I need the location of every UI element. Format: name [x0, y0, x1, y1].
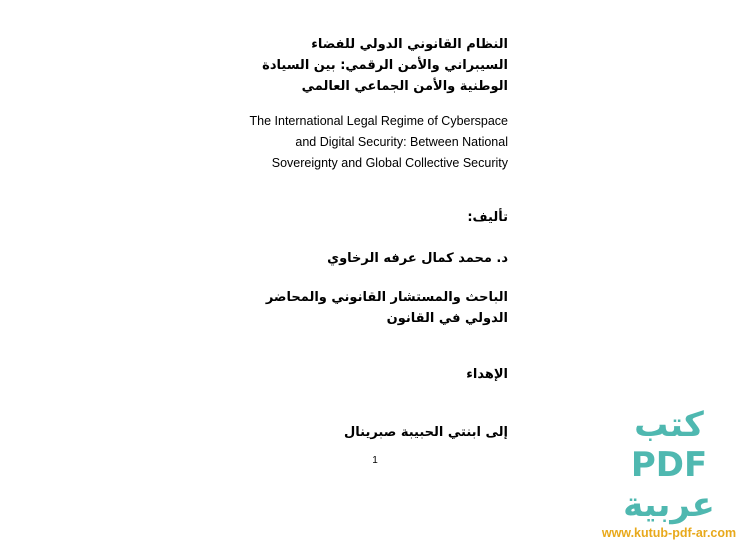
author-label: تأليف: [467, 210, 508, 225]
arabic-title: النظام القانوني الدولي للفضاء السيبراني والأمن الرقمي: بين السيادة الوطنية والأمن الجماعي العالمي [262, 37, 508, 94]
watermark-title: كتب PDF عربية [623, 405, 715, 525]
watermark-logo [594, 405, 744, 541]
english-title: The International Legal Regime of Cyberspace and Digital Security: Between National Sovereignty and Global Collective Security [249, 114, 508, 170]
author-name: د. محمد كمال عرفه الرخاوي [327, 251, 508, 266]
page-number: 1 [372, 455, 378, 466]
dedication-title: الإهداء [466, 367, 508, 382]
dedication-text: إلى ابنتي الحبيبة صبرينال [344, 425, 508, 440]
watermark-url: www.kutub-pdf-ar.com [601, 526, 737, 540]
author-description: الباحث والمستشار القانوني والمحاضر الدولي في القانون [265, 290, 508, 326]
